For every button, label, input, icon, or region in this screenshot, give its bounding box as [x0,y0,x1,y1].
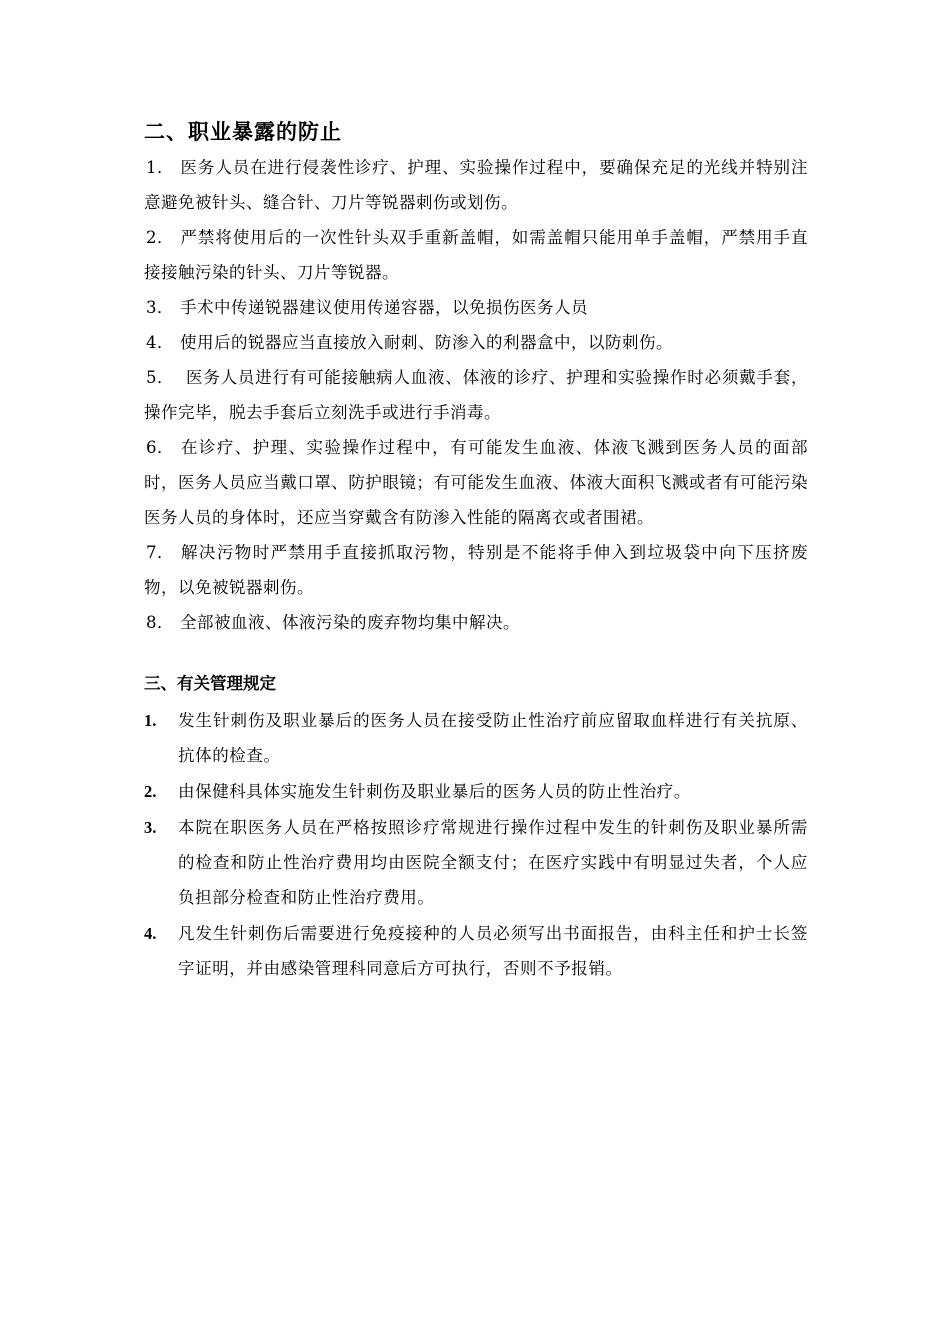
document-page [144,116,808,987]
section-2-list [144,150,808,640]
section-2-item-8 [144,605,808,640]
item-text: 凡发生针刺伤后需要进行免疫接种的人员必须写出书面报告，由科主任和护士长签字证明，并由感染管理科同意后方可执行，否则不予报销。 [178,924,808,978]
item-number: 2. [144,782,157,801]
section-spacer [144,640,808,668]
item-text: 手术中传递锐器建议使用传递容器，以免损伤医务人员 [180,298,588,317]
section-2-item-5 [144,360,808,430]
item-text: 医务人员在进行侵袭性诊疗、护理、实验操作过程中，要确保充足的光线并特别注意避免被针头、缝合针、刀片等锐器刺伤或划伤。 [144,158,808,212]
section-2-item-1 [144,150,808,220]
item-text: 全部被血液、体液污染的废弃物均集中解决。 [180,613,520,632]
section-3-item-2 [144,774,808,809]
section-3-heading: 三、有关管理规定 [144,674,276,693]
section-2-item-2 [144,220,808,290]
item-text: 由保健科具体实施发生针刺伤及职业暴后的医务人员的防止性治疗。 [178,782,691,801]
item-text: 发生针刺伤及职业暴后的医务人员在接受防止性治疗前应留取血样进行有关抗原、抗体的检查。 [178,711,808,765]
item-number: 8． [146,613,174,632]
item-number: 4． [146,333,174,352]
section-2-item-7 [144,535,808,605]
section-3-item-1 [144,703,808,773]
item-text: 在诊疗、护理、实验操作过程中，有可能发生血液、体液飞溅到医务人员的面部时，医务人员应当戴口罩、防护眼镜；有可能发生血液、体液大面积飞溅或者有可能污染医务人员的身体时，还应当穿戴含有防渗入性能的隔离衣或者围裙。 [144,438,808,527]
item-number: 1． [146,158,174,177]
item-number: 5． [146,368,174,387]
item-number: 6． [146,438,174,457]
item-number: 7． [146,543,174,562]
section-3-list [144,703,808,986]
item-number: 3. [144,818,157,837]
item-text: 严禁将使用后的一次性针头双手重新盖帽，如需盖帽只能用单手盖帽，严禁用手直接接触污染的针头、刀片等锐器。 [144,228,808,282]
section-2-item-3 [144,290,808,325]
item-text: 使用后的锐器应当直接放入耐刺、防渗入的利器盒中，以防刺伤。 [180,333,673,352]
item-text: 医务人员进行有可能接触病人血液、体液的诊疗、护理和实验操作时必须戴手套，操作完毕，脱去手套后立刻洗手或进行手消毒。 [144,368,808,422]
section-2-heading: 二、职业暴露的防止 [144,119,342,144]
item-number: 4. [144,924,157,943]
item-text: 本院在职医务人员在严格按照诊疗常规进行操作过程中发生的针刺伤及职业暴所需的检查和防止性治疗费用均由医院全额支付；在医疗实践中有明显过失者，个人应负担部分检查和防止性治疗费用。 [178,818,808,907]
item-text: 解决污物时严禁用手直接抓取污物，特别是不能将手伸入到垃圾袋中向下压挤废物，以免被锐器刺伤。 [144,543,808,597]
section-3-item-3 [144,810,808,915]
item-number: 2． [146,228,174,247]
section-2-item-6 [144,430,808,535]
section-2-item-4 [144,325,808,360]
item-number: 3． [146,298,174,317]
item-number: 1. [144,711,157,730]
section-3-item-4 [144,916,808,986]
